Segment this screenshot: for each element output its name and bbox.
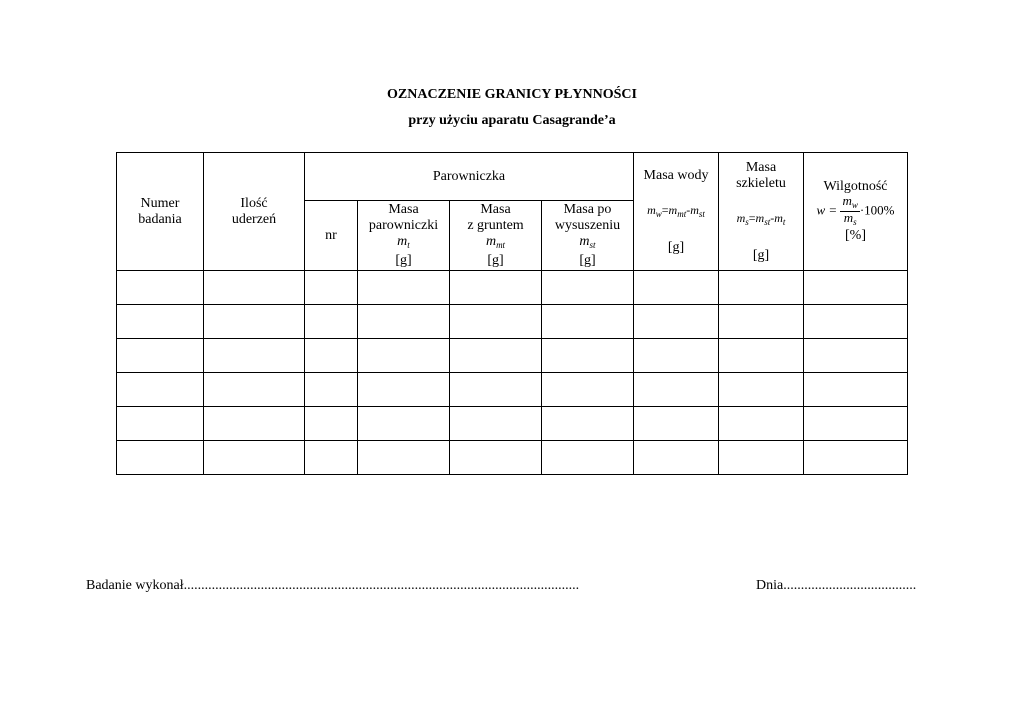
masa-wody-unit: [g] (667, 239, 685, 255)
table-cell[interactable] (634, 339, 719, 373)
table-cell[interactable] (204, 407, 305, 441)
f3-num-m: m (842, 193, 852, 208)
table-cell[interactable] (204, 271, 305, 305)
wilgotnosc-formula (804, 195, 907, 228)
table-cell[interactable] (358, 407, 450, 441)
header-masa-szkieletu (719, 153, 804, 271)
table-row (117, 271, 908, 305)
date-field[interactable]: Dnia...................................... (756, 578, 917, 593)
table-cell[interactable] (305, 441, 358, 475)
form-title: OZNACZENIE GRANICY PŁYNNOŚCI (387, 87, 637, 102)
f1-s3: st (698, 208, 705, 219)
performed-by-field[interactable]: Badanie wykonał................................................................................................................. (86, 578, 580, 593)
table-cell[interactable] (542, 407, 634, 441)
table-cell[interactable] (305, 339, 358, 373)
f1-eq: = (661, 202, 669, 217)
table-cell[interactable] (804, 339, 908, 373)
header-masa-parowniczki (358, 201, 450, 271)
header-ilosc-uderzen (204, 153, 305, 271)
table-cell[interactable] (804, 305, 908, 339)
header-numer-badania (117, 153, 204, 271)
header-ilosc-line1: Ilość (240, 195, 268, 211)
masa-szkieletu-unit: [g] (752, 247, 770, 263)
f3-rhs: ·100% (859, 202, 895, 218)
table-row (117, 305, 908, 339)
table-cell[interactable] (634, 305, 719, 339)
header-row-1 (117, 153, 908, 201)
table-cell[interactable] (204, 441, 305, 475)
f1-s1: w (655, 208, 662, 219)
f3-den-sub: s (853, 217, 857, 227)
table-cell[interactable] (117, 271, 204, 305)
table-cell[interactable] (719, 441, 804, 475)
masa-szkieletu-formula (719, 210, 803, 230)
f3-num-sub: w (851, 200, 858, 210)
f2-m1: m (736, 210, 746, 225)
table-cell[interactable] (117, 305, 204, 339)
table-cell[interactable] (804, 407, 908, 441)
table-cell[interactable] (450, 407, 542, 441)
form-subtitle: przy użyciu aparatu Casagrande’a (408, 113, 616, 128)
ms-m: m (579, 234, 590, 249)
masa-wody-label: Masa wody (643, 167, 709, 183)
table-cell[interactable] (804, 441, 908, 475)
f3-den-m: m (843, 210, 854, 225)
f2-s1: s (745, 216, 749, 227)
mp-sub: t (407, 240, 410, 250)
table-cell[interactable] (450, 271, 542, 305)
f2-m3: m (774, 210, 783, 225)
table-cell[interactable] (117, 373, 204, 407)
mp-m: m (397, 234, 408, 249)
mg-m: m (485, 234, 497, 249)
f2-eq: = (748, 210, 756, 225)
table-cell[interactable] (204, 305, 305, 339)
masa-z-gruntem-symbol (450, 234, 541, 253)
table-row (117, 407, 908, 441)
table-row (117, 373, 908, 407)
header-nr: nr (305, 201, 358, 271)
table-cell[interactable] (204, 339, 305, 373)
table-cell[interactable] (542, 271, 634, 305)
table-cell[interactable] (719, 407, 804, 441)
table-cell[interactable] (358, 441, 450, 475)
masa-parowniczki-line1: Masa (388, 202, 419, 217)
table-cell[interactable] (719, 373, 804, 407)
f2-m2: m (755, 210, 765, 225)
table-cell[interactable] (358, 271, 450, 305)
measurement-table (116, 152, 908, 475)
header-parowniczka: Parowniczka (305, 153, 634, 201)
table-cell[interactable] (804, 373, 908, 407)
ms-sub: st (589, 240, 596, 250)
wilgotnosc-label: Wilgotność (823, 179, 888, 194)
table-cell[interactable] (305, 407, 358, 441)
f3-fraction (840, 195, 859, 228)
table-cell[interactable] (719, 339, 804, 373)
table-cell[interactable] (634, 373, 719, 407)
table-cell[interactable] (634, 271, 719, 305)
masa-po-symbol (542, 234, 633, 253)
masa-szkieletu-line2: szkieletu (736, 175, 786, 191)
masa-parowniczki-line2: parowniczki (368, 218, 439, 233)
f2-s3: t (782, 216, 786, 227)
table-cell[interactable] (204, 373, 305, 407)
table-cell[interactable] (117, 339, 204, 373)
header-wilgotnosc (804, 153, 908, 271)
masa-po-unit: [g] (579, 253, 596, 268)
table-cell[interactable] (117, 407, 204, 441)
masa-z-gruntem-line2: z gruntem (467, 218, 524, 233)
f3-lhs: w = (816, 202, 841, 218)
table-cell[interactable] (450, 373, 542, 407)
header-numer-line2: badania (138, 211, 182, 227)
f1-m2: m (668, 202, 678, 217)
masa-z-gruntem-unit: [g] (487, 253, 504, 268)
table-cell[interactable] (634, 441, 719, 475)
f2-s2: st (764, 216, 771, 227)
table-cell[interactable] (542, 339, 634, 373)
f3-den (840, 212, 859, 228)
table-cell[interactable] (358, 373, 450, 407)
f1-minus: - (686, 202, 691, 217)
masa-z-gruntem-line1: Masa (480, 202, 511, 217)
table-cell[interactable] (358, 339, 450, 373)
table-cell[interactable] (542, 373, 634, 407)
table-row (117, 339, 908, 373)
table-cell[interactable] (542, 441, 634, 475)
f1-m3: m (690, 202, 699, 217)
header-masa-z-gruntem (450, 201, 542, 271)
table-body (117, 271, 908, 475)
table-cell[interactable] (450, 339, 542, 373)
header-numer-line1: Numer (140, 195, 180, 211)
table-cell[interactable] (358, 305, 450, 339)
masa-parowniczki-unit: [g] (395, 253, 412, 268)
header-ilosc-line2: uderzeń (231, 211, 277, 227)
table-cell[interactable] (305, 305, 358, 339)
header-masa-wody (634, 153, 719, 271)
masa-parowniczki-symbol (358, 234, 449, 253)
table-cell[interactable] (305, 373, 358, 407)
mg-sub: mt (496, 240, 506, 250)
table-row (117, 441, 908, 475)
wilgotnosc-unit: [%] (845, 228, 866, 243)
table-cell[interactable] (117, 441, 204, 475)
table-cell[interactable] (719, 271, 804, 305)
masa-wody-formula (634, 202, 718, 222)
table-cell[interactable] (542, 305, 634, 339)
table-cell[interactable] (634, 407, 719, 441)
f1-m1: m (647, 202, 656, 217)
masa-po-line1: Masa po (563, 202, 612, 217)
table-cell[interactable] (804, 271, 908, 305)
table-cell[interactable] (450, 441, 542, 475)
table-cell[interactable] (305, 271, 358, 305)
f2-minus: - (770, 210, 775, 225)
masa-szkieletu-line1: Masa (745, 159, 777, 175)
header-masa-po-wysuszeniu (542, 201, 634, 271)
table-cell[interactable] (719, 305, 804, 339)
f1-s2: mt (677, 208, 687, 219)
table-cell[interactable] (450, 305, 542, 339)
masa-po-line2: wysuszeniu (554, 218, 621, 233)
